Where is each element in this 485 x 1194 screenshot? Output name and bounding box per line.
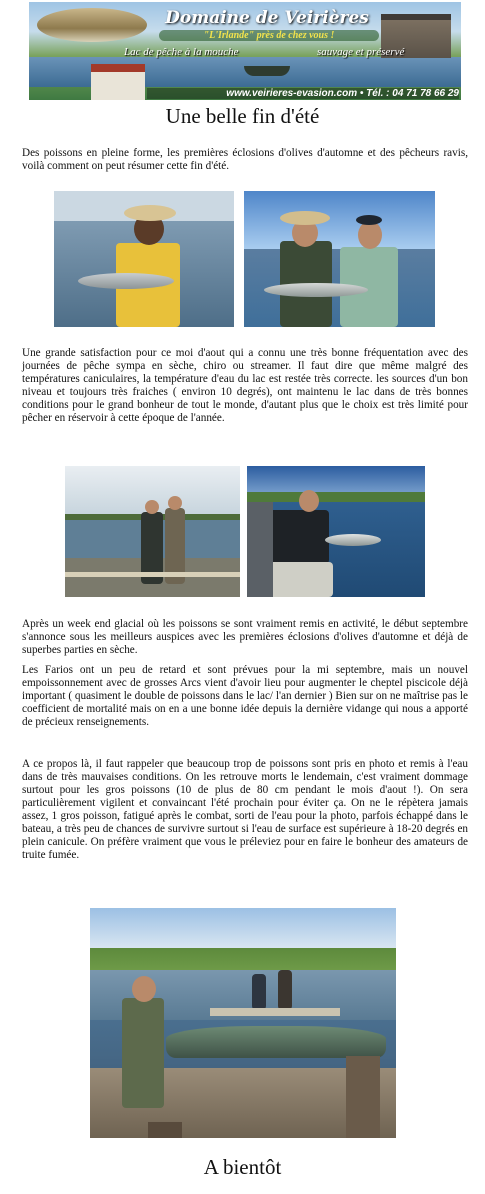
photo-angler-boat: [247, 466, 425, 597]
banner-subtitle: "L'Irlande" près de chez vous !: [159, 30, 379, 41]
banner-tagline-left: Lac de pêche à la mouche: [124, 46, 239, 58]
banner-boat-image: [244, 66, 290, 76]
header-banner: [29, 2, 461, 100]
banner-tagline-right: sauvage et préservé: [317, 46, 405, 58]
paragraph-august: Une grande satisfaction pour ce moi d'aout qui a connu une très bonne fréquentation avec des journées de pêche sympa en sèche, chiro ou streamer. Il faut dire que même malgré des températures caniculaires, la température d'eau du lac est restée très correcte. les sources d'un bon niveau et toujours très fraiches ( environ 10 degrés), ont maintenu le lac dans de très bonnes conditions pour le grand bonheur de tout le monde, d'autant plus que le choix est très limité pour pêcher en réservoir à cette époque de l'année.: [22, 347, 468, 424]
photo-anglers-pontoon: [65, 466, 240, 597]
paragraph-september: Après un week end glacial où les poissons se sont vraiment remis en activité, le début septembre s'annonce sous les meilleurs auspices avec les premières éclosions d'olives d'automne et déjà de superbes parties en sèche.: [22, 618, 468, 656]
photo-boats-dock: [90, 908, 396, 1138]
photo-anglers-trout-2: [244, 191, 435, 327]
paragraph-intro: Des poissons en pleine forme, les premières éclosions d'olives d'automne et des pêcheurs ravis, voilà comment on peut résumer cette fin d'été.: [22, 147, 468, 172]
trout-image: [37, 8, 147, 42]
banner-house-image: [91, 64, 145, 100]
banner-contact[interactable]: www.veirieres-evasion.com • Tél. : 04 71 78 66 29: [147, 88, 459, 99]
photo-angler-trout-1: [54, 191, 234, 327]
banner-title: Domaine de Veirières: [165, 8, 369, 28]
paragraph-farios: Les Farios ont un peu de retard et sont prévues pour la mi septembre, mais un nouvel empoissonnement avec de grosses Arcs vient d'avoir lieu pour augmenter le cheptel piscicole déjà important ( quasiment le double de poissons dans le lac/ l'an dernier ) Bien sur on ne maîtrise pas le coefficient de mortalité mais on en a une bonne idée depuis la dernière vidange qui nous a apporté de précieux renseignements.: [22, 664, 468, 728]
paragraph-rappel: A ce propos là, il faut rappeler que beaucoup trop de poissons sont pris en photo et remis à l'eau dans de très mauvaises conditions. On les retrouve morts le lendemain, c'est vraiment dommage surtout pour les gros poissons (10 de plus de 80 cm pendant le mois d'aout !). On sera particulièrement vigilent et convaincant l'été prochain pour éviter ça. On ne le répètera jamais assez, 1 gros poisson, fatigué après le combat, sorti de l'eau pour la photo, parfois échappé dans le bateau, a très peu de chances de survivre surtout si l'eau de surface est supérieure à 18-20 degrés en plein canicule. On préfère vraiment que vous le préleviez pour en faire le bonheur des amateurs de truite fumée.: [22, 758, 468, 861]
page-title: Une belle fin d'été: [165, 104, 320, 128]
closing-text: A bientôt: [203, 1155, 282, 1179]
